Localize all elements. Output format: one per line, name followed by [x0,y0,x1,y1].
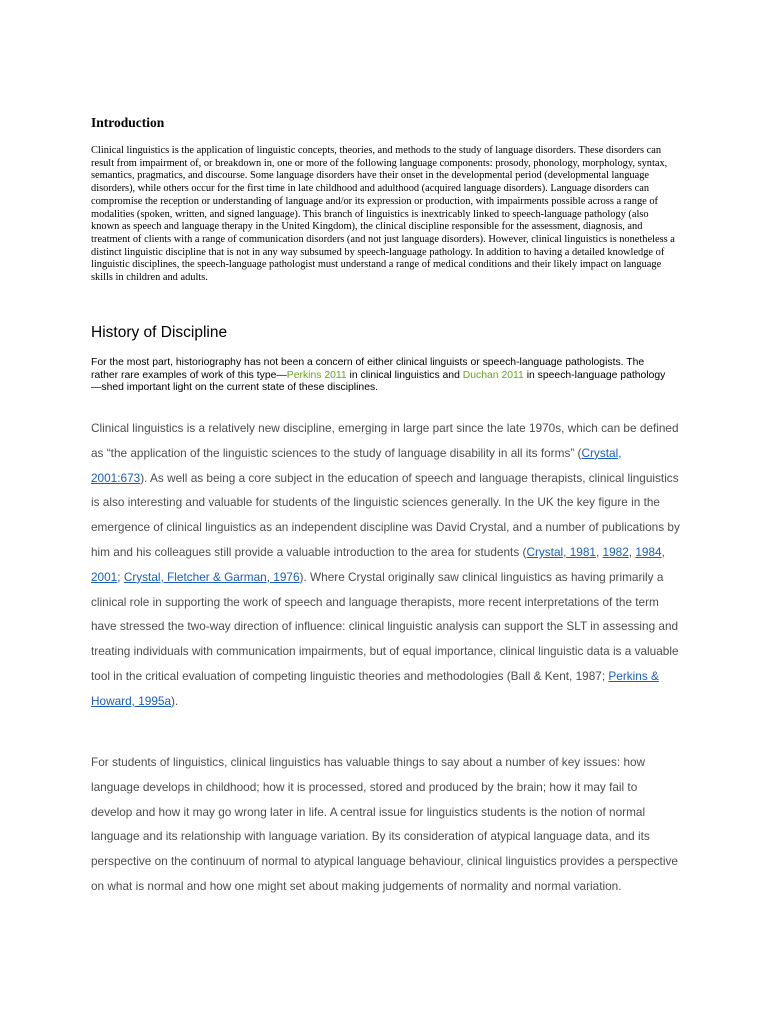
paragraph2-text-4: ). [171,693,179,708]
separator: , [628,544,636,559]
paragraph2-text-2: ). As well as being a core subject in the education of speech and language therapists, clinical linguistics is also interesting and valuable for students of the linguistic sciences generally. In the UK the key figure in the emergence of clinical linguistics as an independent discipline was David Crystal, and a number of publications by him and his colleagues still provide a valuable introduction to the area for students ( [91,470,680,559]
link-crystal-1981[interactable]: Crystal, 1981 [526,544,596,559]
link-crystal-fletcher-garman-1976[interactable]: Crystal, Fletcher & Garman, 1976 [123,569,300,584]
paragraph2-text-1: Clinical linguistics is a relatively new discipline, emerging in large part since the late 1970s, which can be defined as “the application of the linguistic sciences to the study of language disability in all its forms” ( [91,421,679,460]
link-perkins-howard-1995a[interactable]: Perkins & Howard, 1995a [91,668,659,708]
link-2001[interactable]: 2001 [91,569,118,584]
history-text-1: For the most part, historiography has not been a concern of either clinical linguists or speech-language pathologists. The rather rare examples of work of this type— [91,357,645,381]
link-1982[interactable]: 1982 [602,544,629,559]
students-of-linguistics-paragraph: For students of linguistics, clinical linguistics has valuable things to say about a number of key issues: how language develops in childhood; how it is processed, stored and produced by the brain; how it may fail to develop and how it may go wrong later in life. A central issue for linguistics students is the notion of normal language and its relationship with language variation. By its consideration of atypical language data, and its perspective on the continuum of normal to atypical language behaviour, clinical linguistics provides a perspective on what is normal and how one might set about making judgements of normality and normal variation. [91,755,678,893]
link-crystal-2001-673[interactable]: Crystal, 2001:673 [91,445,622,485]
link-1984[interactable]: 1984 [635,544,662,559]
introduction-heading: Introduction [91,115,165,130]
history-heading: History of Discipline [91,324,228,341]
history-text-3: in speech-language pathology—shed important light on the current state of these disciplines. [91,369,666,394]
separator: , [595,544,603,559]
introduction-paragraph: Clinical linguistics is the application of linguistic concepts, theories, and methods to the study of language disorders. These disorders can result from impairment of, or breakdown in, one or more of the following language components: prosody, phonology, morphology, syntax, semantics, pragmatics, and discourse. Some language disorders have their onset in the developmental period (developmental language disorders), while others occur for the first time in late childhood and adulthood (acquired language disorders). Language disorders can compromise the reception or understanding of language and/or its expression or production, with impairments possible across a range of modalities (spoken, written, and signed language). This branch of linguistics is inextricably linked to speech-language pathology (also known as speech and language therapy in the United Kingdom), the clinical discipline responsible for the assessment, diagnosis, and treatment of clients with a range of communication disorders (and not just language disorders). However, clinical linguistics is nonetheless a distinct linguistic discipline that is not in any way subsumed by speech-language pathology. In addition to having a detailed knowledge of linguistic disciplines, the speech-language pathologist must understand a range of medical conditions and their likely impact on language skills in children and adults. [91,145,675,284]
separator: , [661,544,665,559]
separator: ; [117,569,124,584]
reference-duchan-2011: Duchan 2011 [462,369,524,381]
reference-perkins-2011: Perkins 2011 [286,369,347,381]
history-text-2: in clinical linguistics and [346,369,463,381]
clinical-linguistics-paragraph [91,416,681,714]
history-paragraph [91,357,671,395]
paragraph2-text-3: ). Where Crystal originally saw clinical linguistics as having primarily a clinical role in supporting the work of speech and language therapists, more recent interpretations of the term have stressed the two-way direction of influence: clinical linguistic analysis can support the SLT in assessing and treating individuals with communication impairments, but of equal importance, clinical linguistic data is a valuable tool in the critical evaluation of competing linguistic theories and methodologies (Ball & Kent, 1987; [91,569,679,683]
